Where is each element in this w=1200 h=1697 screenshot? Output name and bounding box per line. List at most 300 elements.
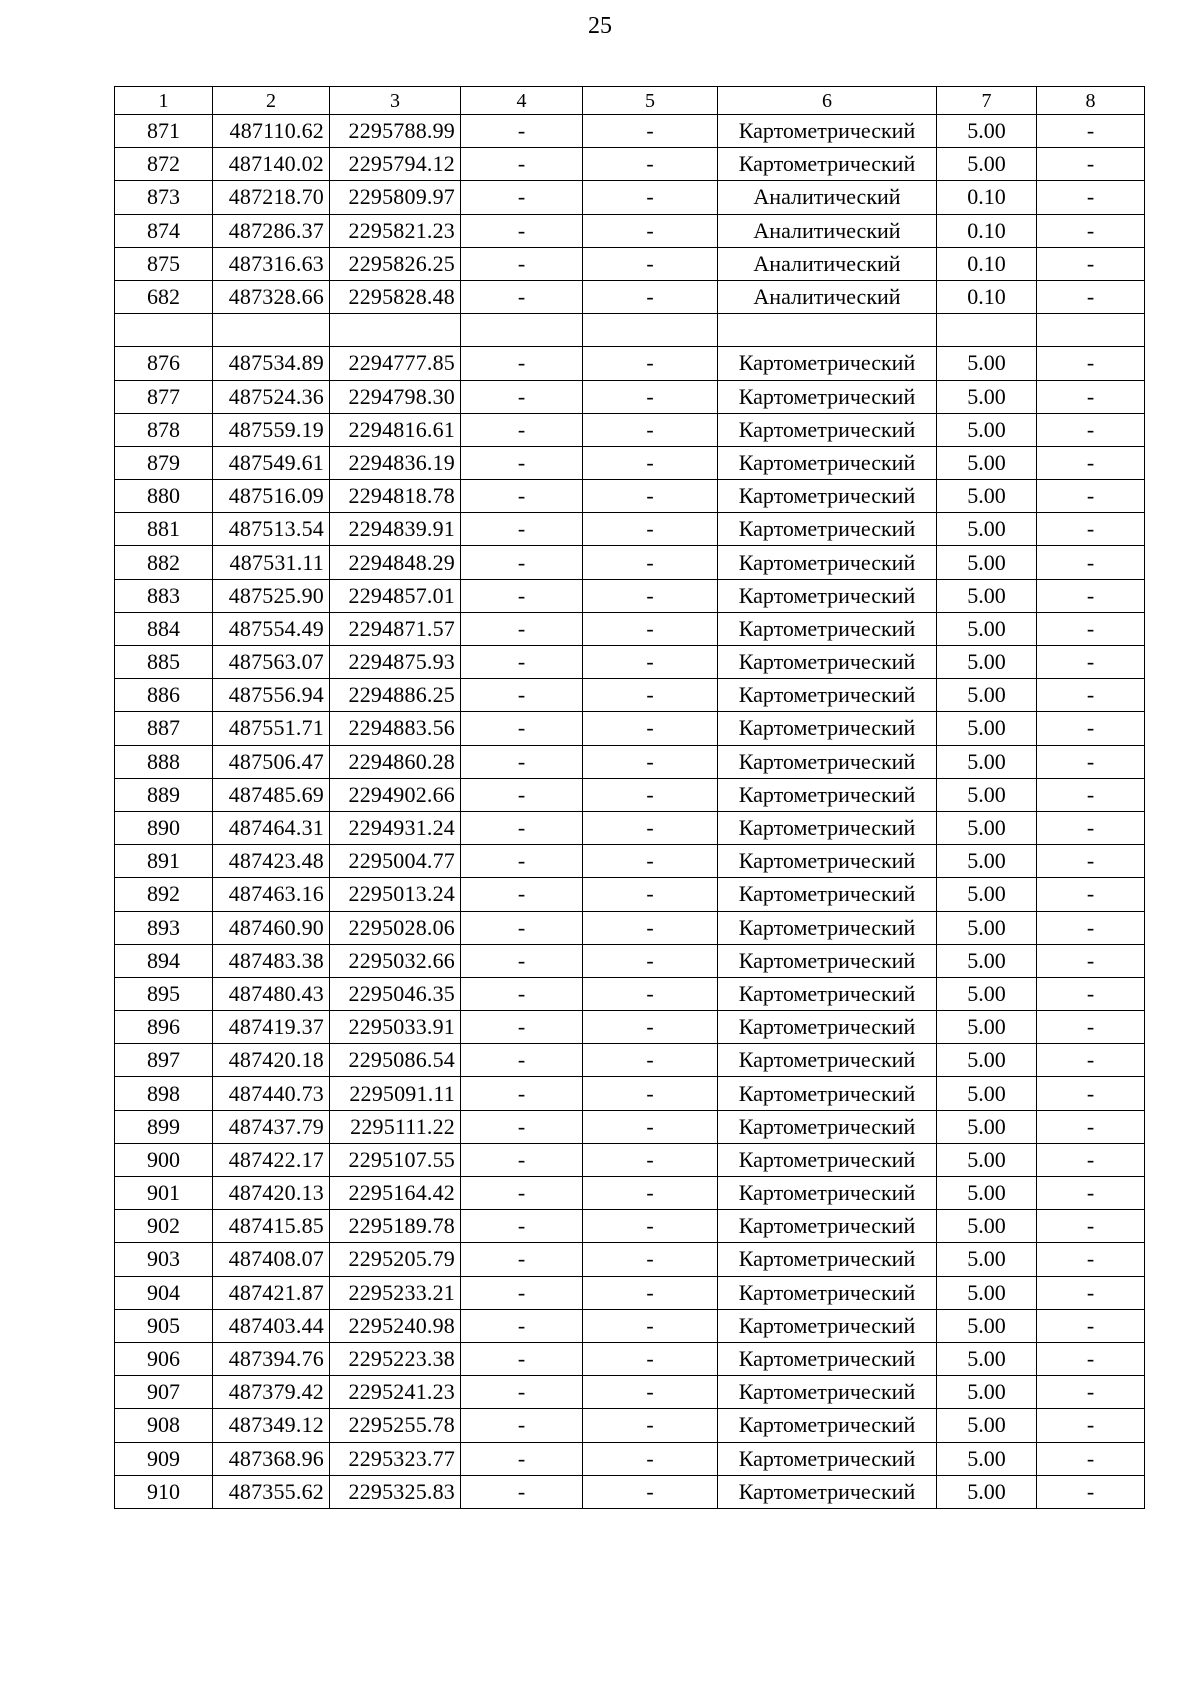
method-cell: Картометрический	[718, 480, 937, 513]
point-number-cell: 891	[115, 845, 213, 878]
col-4-value-cell: -	[461, 380, 583, 413]
x-coordinate-cell: 487513.54	[213, 513, 330, 546]
point-number-cell: 897	[115, 1044, 213, 1077]
point-number-cell: 884	[115, 612, 213, 645]
col-8-value-cell: -	[1037, 811, 1145, 844]
table-row	[115, 1177, 1145, 1210]
col-5-value-cell: -	[583, 579, 718, 612]
col-8-value-cell: -	[1037, 347, 1145, 380]
point-number-cell: 900	[115, 1143, 213, 1176]
table-row	[115, 546, 1145, 579]
col-5-value-cell: -	[583, 845, 718, 878]
col-4-value-cell: -	[461, 1110, 583, 1143]
point-number-cell: 880	[115, 480, 213, 513]
table-row	[115, 1276, 1145, 1309]
point-number-cell	[115, 314, 213, 347]
col-5-value-cell: -	[583, 1077, 718, 1110]
method-cell: Картометрический	[718, 1475, 937, 1508]
method-cell: Аналитический	[718, 181, 937, 214]
x-coordinate-cell: 487525.90	[213, 579, 330, 612]
table-row	[115, 1077, 1145, 1110]
col-8-value-cell: -	[1037, 612, 1145, 645]
point-number-cell: 894	[115, 944, 213, 977]
x-coordinate-cell: 487420.13	[213, 1177, 330, 1210]
col-5-value-cell: -	[583, 944, 718, 977]
x-coordinate-cell: 487415.85	[213, 1210, 330, 1243]
table-row	[115, 380, 1145, 413]
column-header-4: 4	[461, 87, 583, 115]
x-coordinate-cell: 487506.47	[213, 745, 330, 778]
y-coordinate-cell	[330, 314, 461, 347]
x-coordinate-cell: 487556.94	[213, 679, 330, 712]
y-coordinate-cell: 2295240.98	[330, 1309, 461, 1342]
col-5-value-cell: -	[583, 612, 718, 645]
y-coordinate-cell: 2294931.24	[330, 811, 461, 844]
col-8-value-cell: -	[1037, 1243, 1145, 1276]
col-4-value-cell: -	[461, 546, 583, 579]
table-row	[115, 1143, 1145, 1176]
col-4-value-cell: -	[461, 712, 583, 745]
point-number-cell: 893	[115, 911, 213, 944]
accuracy-cell: 5.00	[937, 1110, 1037, 1143]
x-coordinate-cell: 487483.38	[213, 944, 330, 977]
accuracy-cell: 5.00	[937, 1011, 1037, 1044]
accuracy-cell: 5.00	[937, 579, 1037, 612]
x-coordinate-cell: 487368.96	[213, 1442, 330, 1475]
accuracy-cell: 5.00	[937, 745, 1037, 778]
accuracy-cell: 5.00	[937, 413, 1037, 446]
method-cell: Картометрический	[718, 977, 937, 1010]
y-coordinate-cell: 2295032.66	[330, 944, 461, 977]
col-5-value-cell: -	[583, 115, 718, 148]
x-coordinate-cell: 487110.62	[213, 115, 330, 148]
point-number-cell: 895	[115, 977, 213, 1010]
point-number-cell: 872	[115, 148, 213, 181]
table-row	[115, 347, 1145, 380]
col-5-value-cell: -	[583, 214, 718, 247]
col-8-value-cell: -	[1037, 1110, 1145, 1143]
column-header-8: 8	[1037, 87, 1145, 115]
accuracy-cell: 5.00	[937, 480, 1037, 513]
y-coordinate-cell: 2295223.38	[330, 1342, 461, 1375]
y-coordinate-cell: 2295255.78	[330, 1409, 461, 1442]
method-cell: Картометрический	[718, 745, 937, 778]
method-cell: Картометрический	[718, 380, 937, 413]
table-row	[115, 1210, 1145, 1243]
accuracy-cell: 5.00	[937, 380, 1037, 413]
y-coordinate-cell: 2294857.01	[330, 579, 461, 612]
col-5-value-cell: -	[583, 646, 718, 679]
col-8-value-cell: -	[1037, 513, 1145, 546]
col-8-value-cell: -	[1037, 1143, 1145, 1176]
col-4-value-cell: -	[461, 115, 583, 148]
accuracy-cell: 5.00	[937, 1276, 1037, 1309]
y-coordinate-cell: 2295164.42	[330, 1177, 461, 1210]
point-number-cell: 904	[115, 1276, 213, 1309]
col-5-value-cell: -	[583, 811, 718, 844]
accuracy-cell: 5.00	[937, 1210, 1037, 1243]
method-cell: Картометрический	[718, 1177, 937, 1210]
accuracy-cell: 0.10	[937, 280, 1037, 313]
point-number-cell: 875	[115, 247, 213, 280]
point-number-cell: 890	[115, 811, 213, 844]
col-5-value-cell: -	[583, 1409, 718, 1442]
x-coordinate-cell: 487423.48	[213, 845, 330, 878]
accuracy-cell: 5.00	[937, 1475, 1037, 1508]
accuracy-cell: 5.00	[937, 1342, 1037, 1375]
method-cell: Картометрический	[718, 347, 937, 380]
table-row	[115, 1409, 1145, 1442]
col-5-value-cell: -	[583, 1475, 718, 1508]
table-row	[115, 115, 1145, 148]
point-number-cell: 887	[115, 712, 213, 745]
method-cell: Картометрический	[718, 579, 937, 612]
col-5-value-cell: -	[583, 1044, 718, 1077]
method-cell: Картометрический	[718, 712, 937, 745]
accuracy-cell: 5.00	[937, 612, 1037, 645]
column-header-3: 3	[330, 87, 461, 115]
accuracy-cell: 5.00	[937, 1309, 1037, 1342]
accuracy-cell: 5.00	[937, 1177, 1037, 1210]
method-cell: Картометрический	[718, 811, 937, 844]
y-coordinate-cell: 2295828.48	[330, 280, 461, 313]
col-5-value-cell: -	[583, 1276, 718, 1309]
point-number-cell: 871	[115, 115, 213, 148]
accuracy-cell: 5.00	[937, 1442, 1037, 1475]
col-5-value-cell: -	[583, 280, 718, 313]
col-5-value-cell: -	[583, 546, 718, 579]
point-number-cell: 878	[115, 413, 213, 446]
table-row	[115, 579, 1145, 612]
x-coordinate-cell: 487463.16	[213, 878, 330, 911]
col-4-value-cell: -	[461, 446, 583, 479]
col-5-value-cell: -	[583, 778, 718, 811]
x-coordinate-cell: 487328.66	[213, 280, 330, 313]
x-coordinate-cell: 487480.43	[213, 977, 330, 1010]
point-number-cell: 881	[115, 513, 213, 546]
point-number-cell: 910	[115, 1475, 213, 1508]
col-5-value-cell: -	[583, 1210, 718, 1243]
col-4-value-cell: -	[461, 1276, 583, 1309]
y-coordinate-cell: 2294886.25	[330, 679, 461, 712]
col-4-value-cell: -	[461, 1243, 583, 1276]
method-cell: Картометрический	[718, 1442, 937, 1475]
point-number-cell: 892	[115, 878, 213, 911]
y-coordinate-cell: 2295111.22	[330, 1110, 461, 1143]
table-row	[115, 811, 1145, 844]
col-4-value-cell: -	[461, 612, 583, 645]
accuracy-cell: 5.00	[937, 679, 1037, 712]
col-5-value-cell: -	[583, 1309, 718, 1342]
col-4-value-cell: -	[461, 646, 583, 679]
method-cell: Картометрический	[718, 1210, 937, 1243]
column-header-5: 5	[583, 87, 718, 115]
col-4-value-cell: -	[461, 911, 583, 944]
accuracy-cell: 5.00	[937, 1376, 1037, 1409]
col-4-value-cell: -	[461, 1309, 583, 1342]
accuracy-cell: 0.10	[937, 214, 1037, 247]
col-8-value-cell: -	[1037, 1409, 1145, 1442]
y-coordinate-cell: 2294816.61	[330, 413, 461, 446]
y-coordinate-cell: 2295323.77	[330, 1442, 461, 1475]
accuracy-cell: 0.10	[937, 181, 1037, 214]
col-8-value-cell: -	[1037, 546, 1145, 579]
x-coordinate-cell: 487355.62	[213, 1475, 330, 1508]
table-row	[115, 944, 1145, 977]
col-8-value-cell: -	[1037, 247, 1145, 280]
accuracy-cell: 5.00	[937, 778, 1037, 811]
col-4-value-cell: -	[461, 944, 583, 977]
accuracy-cell: 5.00	[937, 911, 1037, 944]
method-cell: Картометрический	[718, 1409, 937, 1442]
point-number-cell: 876	[115, 347, 213, 380]
col-5-value-cell: -	[583, 1442, 718, 1475]
col-5-value-cell: -	[583, 977, 718, 1010]
table-row	[115, 778, 1145, 811]
point-number-cell: 879	[115, 446, 213, 479]
y-coordinate-cell: 2295189.78	[330, 1210, 461, 1243]
col-8-value-cell: -	[1037, 115, 1145, 148]
method-cell: Картометрический	[718, 1342, 937, 1375]
col-8-value-cell: -	[1037, 1177, 1145, 1210]
x-coordinate-cell: 487460.90	[213, 911, 330, 944]
accuracy-cell: 5.00	[937, 347, 1037, 380]
col-5-value-cell	[583, 314, 718, 347]
table-row	[115, 911, 1145, 944]
point-number-cell: 882	[115, 546, 213, 579]
y-coordinate-cell: 2294836.19	[330, 446, 461, 479]
x-coordinate-cell	[213, 314, 330, 347]
table-row	[115, 745, 1145, 778]
accuracy-cell: 5.00	[937, 845, 1037, 878]
x-coordinate-cell: 487464.31	[213, 811, 330, 844]
method-cell: Картометрический	[718, 1243, 937, 1276]
col-5-value-cell: -	[583, 1376, 718, 1409]
col-8-value-cell: -	[1037, 745, 1145, 778]
col-4-value-cell	[461, 314, 583, 347]
col-5-value-cell: -	[583, 1177, 718, 1210]
point-number-cell: 873	[115, 181, 213, 214]
col-5-value-cell: -	[583, 745, 718, 778]
col-5-value-cell: -	[583, 1011, 718, 1044]
column-header-7: 7	[937, 87, 1037, 115]
x-coordinate-cell: 487408.07	[213, 1243, 330, 1276]
table-row	[115, 413, 1145, 446]
y-coordinate-cell: 2295788.99	[330, 115, 461, 148]
col-4-value-cell: -	[461, 1011, 583, 1044]
table-row	[115, 1342, 1145, 1375]
col-8-value-cell: -	[1037, 944, 1145, 977]
col-4-value-cell: -	[461, 579, 583, 612]
col-5-value-cell: -	[583, 347, 718, 380]
x-coordinate-cell: 487316.63	[213, 247, 330, 280]
x-coordinate-cell: 487534.89	[213, 347, 330, 380]
col-8-value-cell: -	[1037, 413, 1145, 446]
col-4-value-cell: -	[461, 845, 583, 878]
table-row	[115, 679, 1145, 712]
point-number-cell: 901	[115, 1177, 213, 1210]
table-row	[115, 1376, 1145, 1409]
col-5-value-cell: -	[583, 513, 718, 546]
col-5-value-cell: -	[583, 480, 718, 513]
table-row	[115, 1442, 1145, 1475]
y-coordinate-cell: 2295233.21	[330, 1276, 461, 1309]
point-number-cell: 885	[115, 646, 213, 679]
table-row	[115, 712, 1145, 745]
column-header-1: 1	[115, 87, 213, 115]
col-8-value-cell: -	[1037, 1044, 1145, 1077]
col-8-value-cell: -	[1037, 148, 1145, 181]
accuracy-cell: 5.00	[937, 115, 1037, 148]
method-cell: Картометрический	[718, 845, 937, 878]
method-cell: Картометрический	[718, 115, 937, 148]
col-8-value-cell: -	[1037, 1475, 1145, 1508]
method-cell	[718, 314, 937, 347]
col-4-value-cell: -	[461, 878, 583, 911]
col-4-value-cell: -	[461, 1044, 583, 1077]
x-coordinate-cell: 487420.18	[213, 1044, 330, 1077]
col-4-value-cell: -	[461, 181, 583, 214]
table-row	[115, 878, 1145, 911]
point-number-cell: 902	[115, 1210, 213, 1243]
accuracy-cell: 5.00	[937, 646, 1037, 679]
col-4-value-cell: -	[461, 1442, 583, 1475]
accuracy-cell	[937, 314, 1037, 347]
col-4-value-cell: -	[461, 1210, 583, 1243]
x-coordinate-cell: 487563.07	[213, 646, 330, 679]
accuracy-cell: 5.00	[937, 148, 1037, 181]
accuracy-cell: 5.00	[937, 1143, 1037, 1176]
x-coordinate-cell: 487440.73	[213, 1077, 330, 1110]
col-4-value-cell: -	[461, 977, 583, 1010]
col-8-value-cell: -	[1037, 911, 1145, 944]
method-cell: Картометрический	[718, 944, 937, 977]
y-coordinate-cell: 2295821.23	[330, 214, 461, 247]
col-5-value-cell: -	[583, 380, 718, 413]
method-cell: Картометрический	[718, 1044, 937, 1077]
method-cell: Картометрический	[718, 1376, 937, 1409]
y-coordinate-cell: 2295794.12	[330, 148, 461, 181]
table-row	[115, 446, 1145, 479]
x-coordinate-cell: 487218.70	[213, 181, 330, 214]
header-row	[115, 87, 1145, 115]
y-coordinate-cell: 2294871.57	[330, 612, 461, 645]
col-5-value-cell: -	[583, 712, 718, 745]
y-coordinate-cell: 2295809.97	[330, 181, 461, 214]
col-8-value-cell: -	[1037, 480, 1145, 513]
col-5-value-cell: -	[583, 1243, 718, 1276]
method-cell: Картометрический	[718, 1077, 937, 1110]
y-coordinate-cell: 2295046.35	[330, 977, 461, 1010]
method-cell: Картометрический	[718, 1110, 937, 1143]
point-number-cell: 896	[115, 1011, 213, 1044]
table-row	[115, 148, 1145, 181]
method-cell: Картометрический	[718, 911, 937, 944]
col-8-value-cell: -	[1037, 977, 1145, 1010]
table-row	[115, 513, 1145, 546]
y-coordinate-cell: 2295241.23	[330, 1376, 461, 1409]
col-4-value-cell: -	[461, 347, 583, 380]
method-cell: Картометрический	[718, 878, 937, 911]
point-number-cell: 903	[115, 1243, 213, 1276]
column-header-2: 2	[213, 87, 330, 115]
x-coordinate-cell: 487551.71	[213, 712, 330, 745]
y-coordinate-cell: 2295826.25	[330, 247, 461, 280]
table-row	[115, 612, 1145, 645]
point-number-cell: 877	[115, 380, 213, 413]
x-coordinate-cell: 487286.37	[213, 214, 330, 247]
col-8-value-cell	[1037, 314, 1145, 347]
col-4-value-cell: -	[461, 480, 583, 513]
col-8-value-cell: -	[1037, 181, 1145, 214]
col-4-value-cell: -	[461, 214, 583, 247]
x-coordinate-cell: 487485.69	[213, 778, 330, 811]
method-cell: Картометрический	[718, 1143, 937, 1176]
col-5-value-cell: -	[583, 181, 718, 214]
x-coordinate-cell: 487437.79	[213, 1110, 330, 1143]
col-4-value-cell: -	[461, 148, 583, 181]
col-5-value-cell: -	[583, 911, 718, 944]
method-cell: Картометрический	[718, 1011, 937, 1044]
col-8-value-cell: -	[1037, 1342, 1145, 1375]
col-4-value-cell: -	[461, 1376, 583, 1409]
col-4-value-cell: -	[461, 1475, 583, 1508]
method-cell: Картометрический	[718, 646, 937, 679]
point-number-cell: 682	[115, 280, 213, 313]
col-8-value-cell: -	[1037, 679, 1145, 712]
accuracy-cell: 5.00	[937, 944, 1037, 977]
y-coordinate-cell: 2294818.78	[330, 480, 461, 513]
y-coordinate-cell: 2295033.91	[330, 1011, 461, 1044]
method-cell: Картометрический	[718, 413, 937, 446]
col-8-value-cell: -	[1037, 446, 1145, 479]
accuracy-cell: 5.00	[937, 1409, 1037, 1442]
col-8-value-cell: -	[1037, 1276, 1145, 1309]
point-number-cell: 907	[115, 1376, 213, 1409]
col-8-value-cell: -	[1037, 1376, 1145, 1409]
y-coordinate-cell: 2294848.29	[330, 546, 461, 579]
method-cell: Картометрический	[718, 446, 937, 479]
method-cell: Картометрический	[718, 612, 937, 645]
x-coordinate-cell: 487422.17	[213, 1143, 330, 1176]
table-row	[115, 845, 1145, 878]
method-cell: Картометрический	[718, 148, 937, 181]
table-row	[115, 1475, 1145, 1508]
col-8-value-cell: -	[1037, 646, 1145, 679]
x-coordinate-cell: 487379.42	[213, 1376, 330, 1409]
point-number-cell: 898	[115, 1077, 213, 1110]
x-coordinate-cell: 487516.09	[213, 480, 330, 513]
y-coordinate-cell: 2295004.77	[330, 845, 461, 878]
y-coordinate-cell: 2295107.55	[330, 1143, 461, 1176]
x-coordinate-cell: 487140.02	[213, 148, 330, 181]
col-4-value-cell: -	[461, 247, 583, 280]
table-row	[115, 1044, 1145, 1077]
table-row	[115, 280, 1145, 313]
col-4-value-cell: -	[461, 778, 583, 811]
x-coordinate-cell: 487549.61	[213, 446, 330, 479]
col-5-value-cell: -	[583, 1143, 718, 1176]
col-5-value-cell: -	[583, 148, 718, 181]
x-coordinate-cell: 487531.11	[213, 546, 330, 579]
x-coordinate-cell: 487559.19	[213, 413, 330, 446]
col-4-value-cell: -	[461, 1143, 583, 1176]
y-coordinate-cell: 2295091.11	[330, 1077, 461, 1110]
col-8-value-cell: -	[1037, 1077, 1145, 1110]
col-5-value-cell: -	[583, 413, 718, 446]
accuracy-cell: 5.00	[937, 546, 1037, 579]
table-row	[115, 214, 1145, 247]
